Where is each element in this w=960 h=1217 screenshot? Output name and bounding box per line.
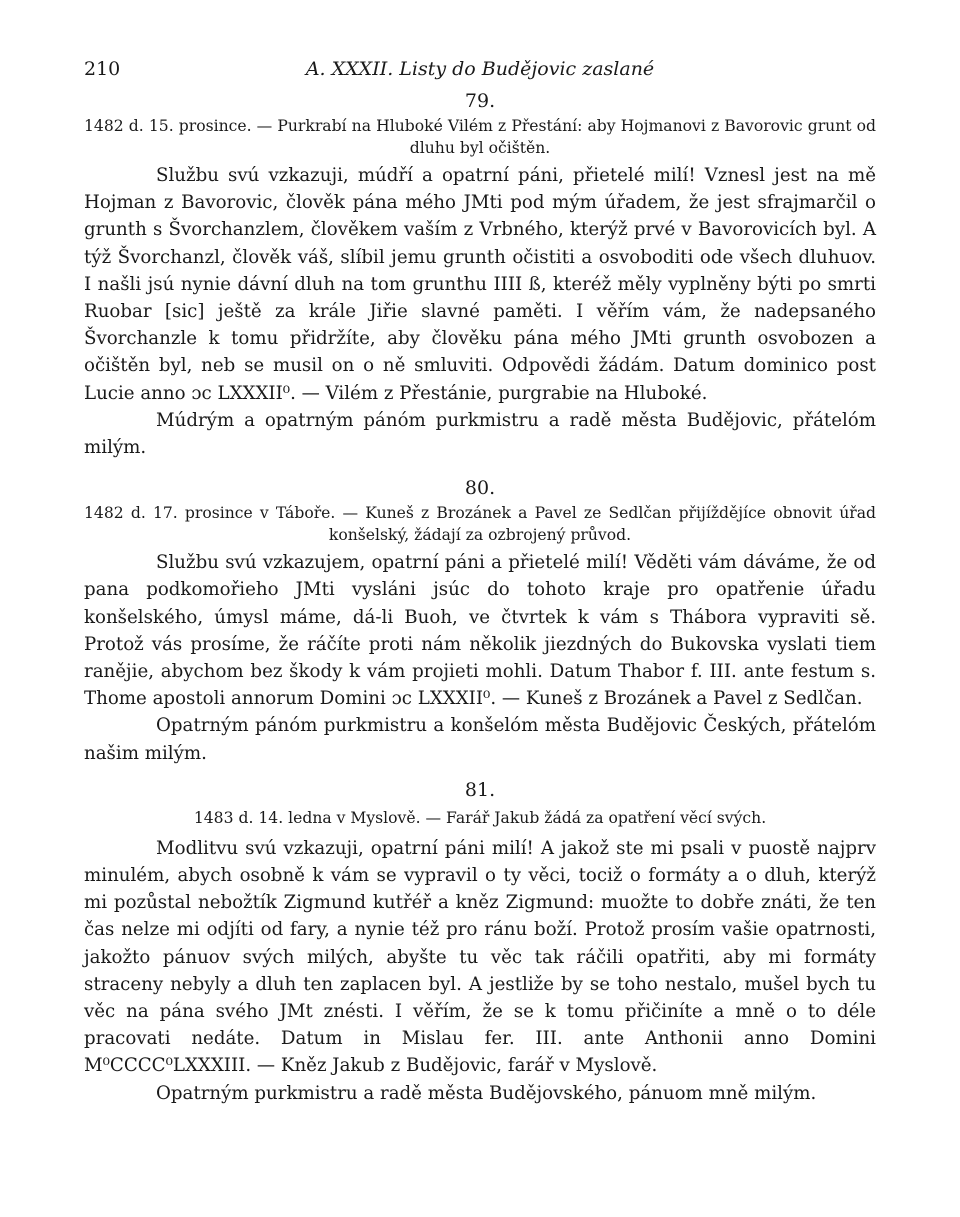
letter-entry-79 [84, 88, 876, 461]
entry-regest: 1482 d. 17. prosince v Táboře. — Kuneš z Brozánek a Pavel ze Sedlčan přijíždějíce obnovit úřad konšelský, žádají za ozbrojený průvod. [84, 504, 876, 545]
running-head [84, 58, 876, 88]
entry-regest: 1482 d. 15. prosince. — Purkrabí na Hluboké Vilém z Přestání: aby Hojmanovi z Bavorovic grunt od dluhu byl očištěn. [84, 117, 876, 157]
entry-regest: 1483 d. 14. ledna v Myslově. — Farář Jakub žádá za opatření věcí svých. [193, 808, 767, 827]
entry-address: Opatrným purkmistru a radě města Budějovského, pánuom mně milým. [156, 1082, 817, 1104]
entry-text: Službu svú vzkazuji, múdří a opatrní páni, přietelé milí! Vznesl jest na mě Hojman z Bavorovic, člověk pána mého JMti pod mým úřadem, že jest sfrajmarčil o grunth s Švorchanzlem, člověkem vaším z Vrbného, kterýž prvé v Bavorovicích byl. A týž Švorchanzl, člověk váš, slíbil jemu grunth očistiti a osvoboditi ode všech dluhuov. I našli jsú nynie dávní dluh na tom grunthu IIII ß, kteréž měly vyplněny býti po smrti Ruobar [sic] ještě za krále Jiřie slavné paměti. I věřím vám, že nadepsaného Švorchanzle k tomu přidržíte, aby člověku pána mého JMti grunth osvobozen a očištěn byl, neb se musil on o ně smluviti. Odpovědi žádám. Datum dominico post Lucie anno ɔc LXXXII⁰. — Vilém z Přestánie, purgrabie na Hluboké. [84, 165, 876, 404]
letter-entry-81 [84, 777, 876, 1107]
entry-text: Modlitvu svú vzkazuji, opatrní páni milí! A jakož ste mi psali v puostě najprv minulém, abych osobně k vám se vypravil o ty věci, tociž o formáty a o dluh, kterýž mi pozůstal nebožtík Zigmund kutřéř a kněz Zigmund: muožte to dobře znáti, že ten čas nelze mi odjíti od fary, a nynie též pro ránu boží. Protož prosím vašie opatrnosti, jakožto pánuov svých milých, abyšte tu věc tak ráčili opatřiti, aby mi formáty straceny nebyly a dluh ten zaplacen byl. A jestliže by se toho nestalo, mušel bych tu věc na pána svého JMt znésti. I věřím, že se k tomu přičiníte a mně o to déle pracovati nedáte. Datum in Mislau fer. III. ante Anthonii anno Domini M⁰CCCC⁰LXXXIII. — Kněz Jakub z Budějovic, farář v Myslově. [84, 837, 876, 1077]
document-page [84, 58, 876, 1107]
page-number: 210 [84, 58, 121, 80]
entry-number: 79. [464, 90, 496, 112]
entry-number: 80. [464, 477, 496, 500]
entry-number: 81. [464, 778, 496, 801]
entry-text: Službu svú vzkazujem, opatrní páni a přietelé milí! Věděti vám dáváme, že od pana podkomořieho JMti vysláni jsúc do tohoto kraje pro opatřenie úřadu konšelského, úmysl máme, dá-li Buoh, ve čtvrtek k vám s Thábora vypraviti sě. Protož vás prosíme, že ráčíte proti nám několik jiezdných do Bukovska vyslati tiem ranějie, abychom bez škody k vám projieti mohli. Datum Thabor f. III. ante festum s. Thome apostoli annorum Domini ɔc LXXXII⁰. — Kuneš z Brozánek a Pavel z Sedlčan. [84, 552, 876, 710]
letter-entry-80 [84, 475, 876, 767]
entry-address: Múdrým a opatrným pánóm purkmistru a radě města Budějovic, přátelóm milým. [84, 409, 876, 459]
running-title: A. XXXII. Listy do Budějovic zaslané [305, 58, 655, 80]
entry-address: Opatrným pánóm purkmistru a konšelóm města Budějovic Českých, přátelóm našim milým. [84, 715, 876, 764]
